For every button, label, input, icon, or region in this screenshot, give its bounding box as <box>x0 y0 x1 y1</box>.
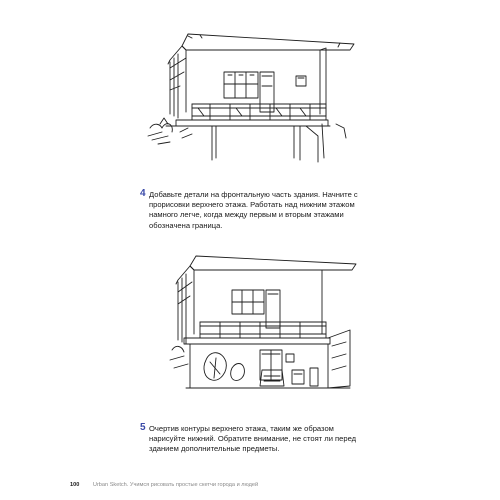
step-instruction: Очертив контуры верхнего этажа, таким же образом нарисуйте нижний. Обратите внимание, не стоят ли перед зданием дополнительные предметы. <box>149 424 357 454</box>
page-number: 100 <box>70 482 80 488</box>
step-5 <box>140 422 359 455</box>
step-4 <box>140 188 359 231</box>
step-number: 4 <box>140 188 146 199</box>
book-title: Urban Sketch. Учимся рисовать простые скетчи города и людей <box>92 482 259 488</box>
sketch-building-upper-floor <box>140 28 360 178</box>
step-number: 5 <box>140 422 146 433</box>
page-footer <box>70 482 258 488</box>
sketch-building-lower-floor <box>150 250 370 400</box>
step-instruction: Добавьте детали на фронтальную часть здания. Начните с прорисовки верхнего этажа. Работать над нижним этажом намного легче, когда между первым и вторым этажами обозначена граница. <box>149 190 358 230</box>
